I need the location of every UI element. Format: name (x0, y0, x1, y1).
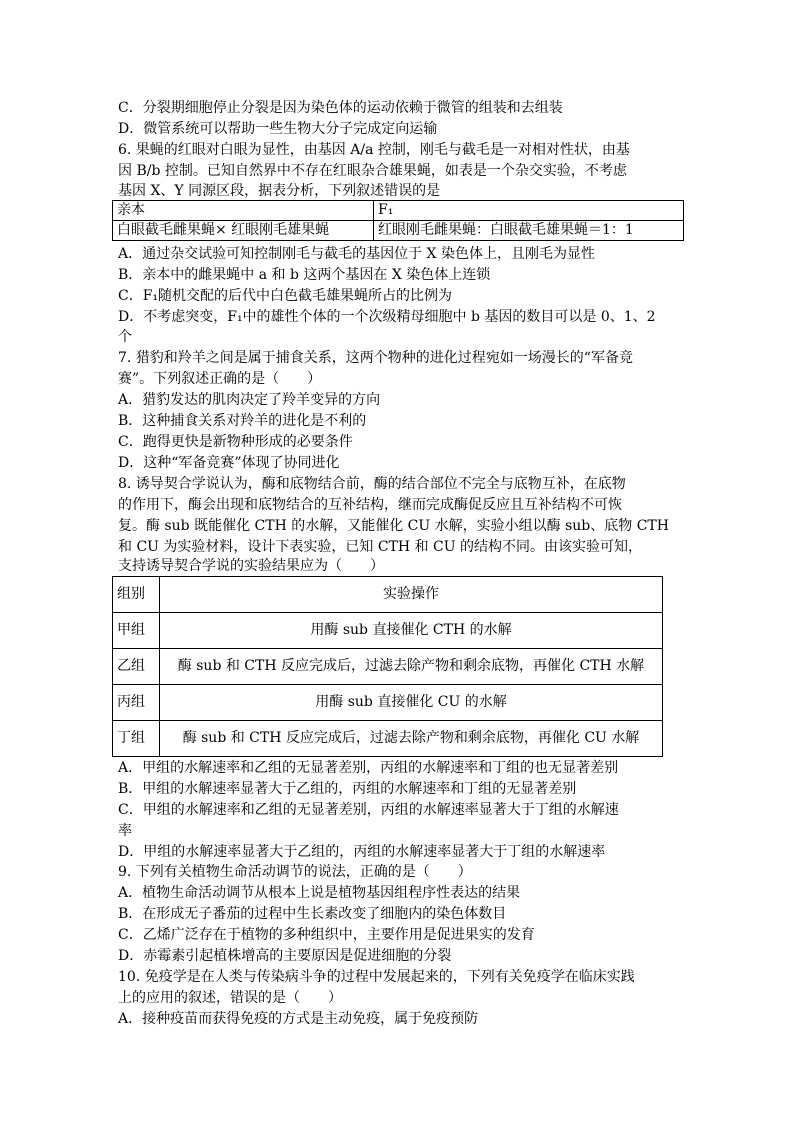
table-cell: 酶 sub 和 CTH 反应完成后，过滤去除产物和剩余底物，再催化 CU 水解 (160, 721, 663, 757)
option-a-q7: A．猎豹发达的肌肉决定了羚羊变异的方向 (118, 392, 381, 408)
option-c-q9: C．乙烯广泛存在于植物的多种组织中，主要作用是促进果实的发育 (118, 927, 535, 943)
option-d-q6: D．不考虑突变，F₁中的雄性个体的一个次级精母细胞中 b 基因的数目可以是 0、1、2 (118, 309, 656, 325)
option-d-q7: D．这种“军备竞赛”体现了协同进化 (118, 455, 340, 471)
table-cell: 乙组 (113, 649, 160, 685)
option-c-q8: C．甲组的水解速率和乙组的无显著差别，丙组的水解速率显著大于丁组的水解速 (118, 802, 619, 818)
table-cell: 酶 sub 和 CTH 反应完成后，过滤去除产物和剩余底物，再催化 CTH 水解 (160, 649, 663, 685)
table-cell: 丁组 (113, 721, 160, 757)
option-d-q6-cont: 个 (118, 329, 132, 345)
question-9: 9. 下列有关植物生命活动调节的说法，正确的是（ ） (118, 864, 472, 880)
table-header-cell: 实验操作 (160, 577, 663, 613)
table-row (113, 721, 663, 757)
question-7-line-2: 赛”。下列叙述正确的是（ ） (118, 371, 322, 387)
table-row (113, 201, 684, 221)
table-row (113, 221, 684, 241)
option-a-q6: A．通过杂交试验可知控制刚毛与截毛的基因位于 X 染色体上，且刚毛为显性 (118, 246, 595, 262)
question-6-line-2: 因 B/b 控制。已知自然界中不存在红眼杂合雄果蝇，如表是一个杂交实验，不考虑 (118, 163, 627, 179)
question-6-line-1: 6. 果蝇的红眼对白眼为显性，由基因 A/a 控制，刚毛与截毛是一对相对性状，由基 (118, 142, 630, 158)
question-6-line-3: 基因 X、Y 同源区段，据表分析，下列叙述错误的是 (118, 183, 441, 199)
table-cell: 用酶 sub 直接催化 CU 的水解 (160, 685, 663, 721)
table-cell: 用酶 sub 直接催化 CTH 的水解 (160, 613, 663, 649)
option-d-q9: D．赤霉素引起植株增高的主要原因是促进细胞的分裂 (118, 948, 452, 964)
table-header-cell: F₁ (374, 201, 684, 221)
option-b-q6: B．亲本中的雌果蝇中 a 和 b 这两个基因在 X 染色体上连锁 (118, 267, 491, 283)
question-8-line-3: 复。酶 sub 既能催化 CTH 的水解，又能催化 CU 水解，实验小组以酶 sub、底物 CTH (118, 518, 669, 534)
table-row (113, 613, 663, 649)
option-a-q9: A．植物生命活动调节从根本上说是植物基因组程序性表达的结果 (118, 885, 521, 901)
table-row (113, 685, 663, 721)
question-8-line-1: 8. 诱导契合学说认为，酶和底物结合前，酶的结合部位不完全与底物互补，在底物 (118, 476, 626, 492)
option-d-q8: D．甲组的水解速率显著大于乙组的，丙组的水解速率显著大于丁组的水解速率 (118, 844, 606, 860)
option-b-q7: B．这种捕食关系对羚羊的进化是不利的 (118, 413, 367, 429)
question-8-line-2: 的作用下，酶会出现和底物结合的互补结构，继而完成酶促反应且互补结构不可恢 (118, 497, 622, 513)
table-cell: 丙组 (113, 685, 160, 721)
option-b-q9: B．在形成无子番茄的过程中生长素改变了细胞内的染色体数目 (118, 906, 507, 922)
table-header-cell: 亲本 (113, 201, 374, 221)
option-b-q8: B．甲组的水解速率显著大于乙组的，丙组的水解速率和丁组的无显著差别 (118, 781, 577, 797)
option-a-q8: A．甲组的水解速率和乙组的无显著差别，丙组的水解速率和丁组的也无显著差别 (118, 760, 619, 776)
question-8-line-4: 和 CU 为实验材料，设计下表实验，已知 CTH 和 CU 的结构不同。由该实验可知， (118, 539, 642, 555)
question-10-line-2: 上的应用的叙述，错误的是（ ） (118, 990, 342, 1006)
option-a-q10: A．接种疫苗而获得免疫的方式是主动免疫，属于免疫预防 (118, 1011, 479, 1027)
table-cell: 红眼刚毛雌果蝇：白眼截毛雄果蝇＝1：1 (374, 221, 684, 241)
option-d-q5: D．微管系统可以帮助一些生物大分子完成定向运输 (118, 121, 438, 137)
table-row (113, 649, 663, 685)
question-8-line-5: 支持诱导契合学说的实验结果应为（ ） (118, 558, 384, 574)
option-c-q6: C．F₁随机交配的后代中白色截毛雄果蝇所占的比例为 (118, 288, 453, 304)
option-c-q7: C．跑得更快是新物种形成的必要条件 (118, 434, 353, 450)
cross-experiment-table (112, 200, 684, 241)
option-c-q5: C．分裂期细胞停止分裂是因为染色体的运动依赖于微管的组装和去组装 (118, 100, 563, 116)
table-header-cell: 组别 (113, 577, 160, 613)
table-cell: 白眼截毛雌果蝇× 红眼刚毛雄果蝇 (113, 221, 374, 241)
enzyme-experiment-table (112, 576, 663, 757)
table-row (113, 577, 663, 613)
option-c-q8-cont: 率 (118, 823, 132, 839)
table-cell: 甲组 (113, 613, 160, 649)
question-10-line-1: 10. 免疫学是在人类与传染病斗争的过程中发展起来的，下列有关免疫学在临床实践 (118, 969, 635, 985)
question-7-line-1: 7. 猎豹和羚羊之间是属于捕食关系，这两个物种的进化过程宛如一场漫长的“军备竞 (118, 350, 633, 366)
